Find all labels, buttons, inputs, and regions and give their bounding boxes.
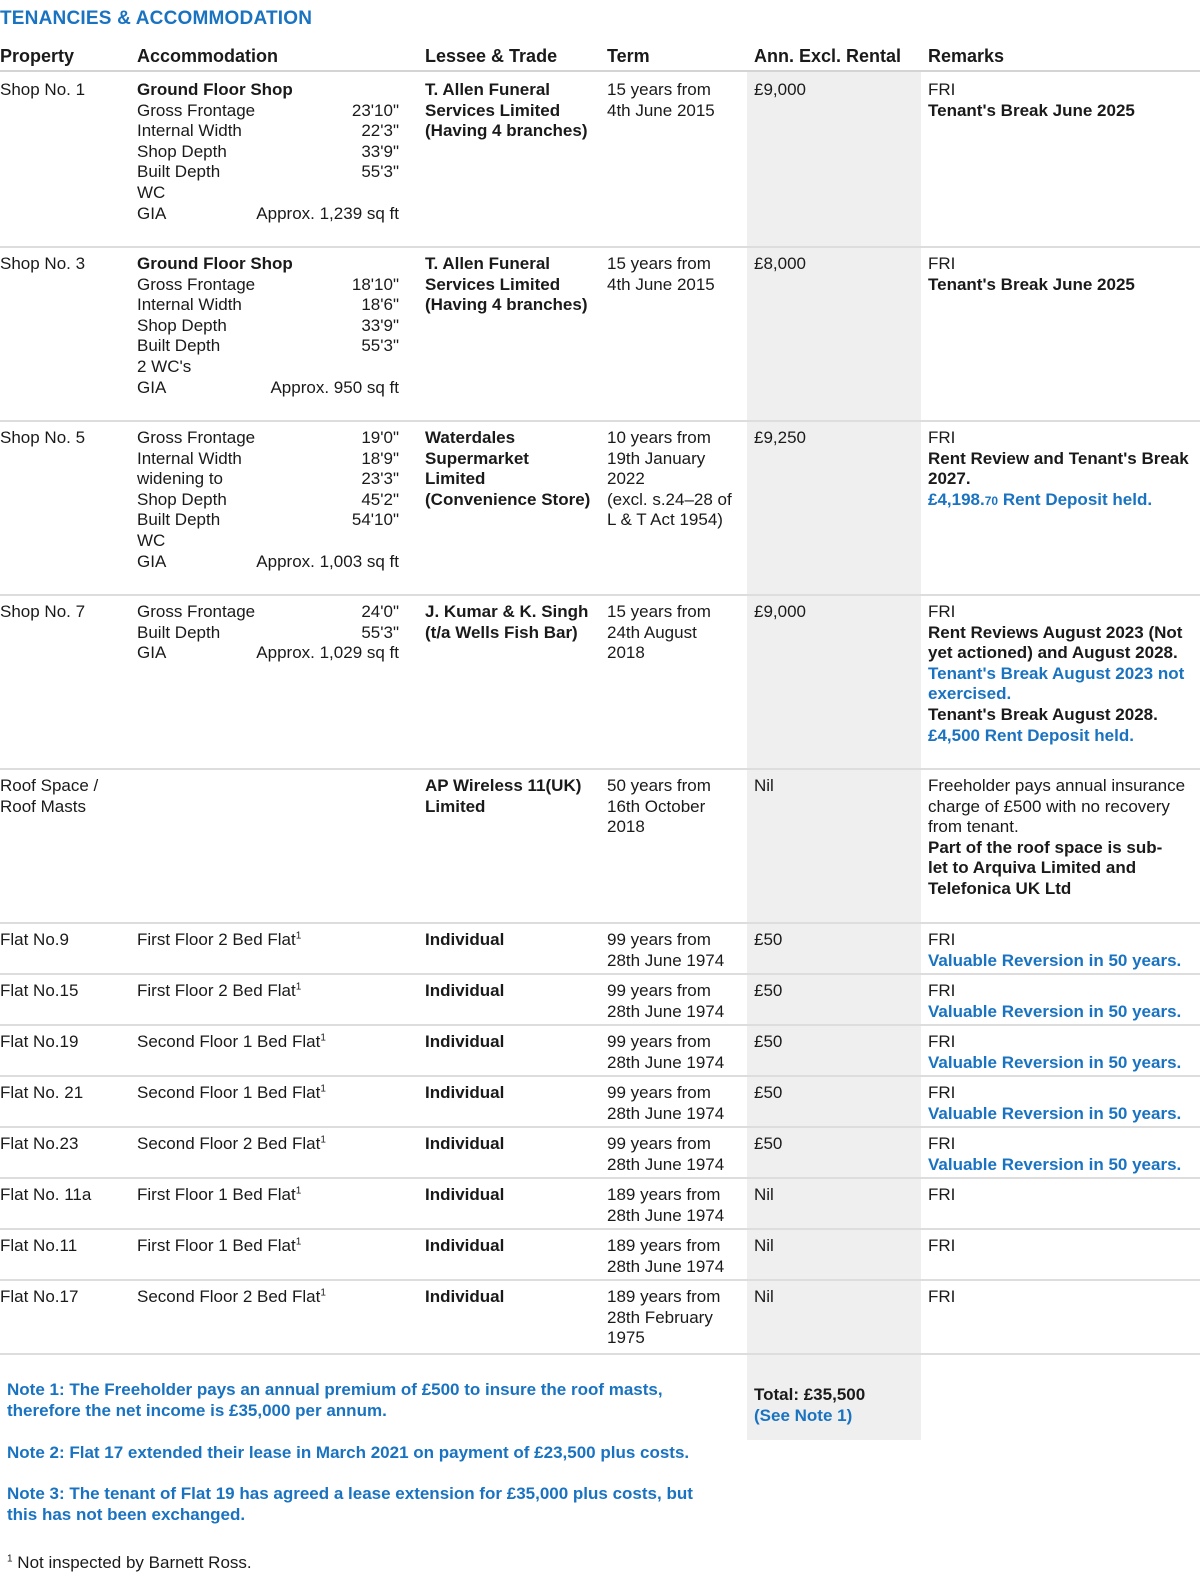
accommodation-cell: [137, 254, 399, 398]
term-cell: 99 years from 28th June 1974: [607, 981, 725, 1021]
property-cell: Flat No.19: [0, 1032, 79, 1051]
acc-line: GIA Approx. 1,003 sq ft: [137, 551, 399, 571]
rental-cell: £50: [754, 930, 783, 949]
header-accommodation: Accommodation: [137, 46, 279, 66]
table-row: [0, 768, 1200, 924]
lessee-cell: Individual: [425, 1236, 505, 1255]
remarks-cell: FRI: [928, 1287, 956, 1306]
lessee-cell: Individual: [425, 1287, 505, 1306]
acc-line: Shop Depth 45'2": [137, 489, 399, 509]
header-lessee: Lessee & Trade: [425, 46, 558, 66]
header-rental: Ann. Excl. Rental: [754, 46, 902, 66]
remarks-cell: FRI Valuable Reversion in 50 years.: [928, 1134, 1182, 1174]
footnote-ref: 1: [320, 1032, 326, 1044]
accommodation-cell: First Floor 1 Bed Flat$^1$: [137, 1236, 302, 1255]
rental-cell: £8,000: [754, 254, 806, 273]
table-row: [0, 1279, 1200, 1355]
note-2: Note 2: Flat 17 extended their lease in March 2021 on payment of £23,500 plus costs.: [7, 1443, 690, 1462]
note-3: Note 3: The tenant of Flat 19 has agreed a lease extension for £35,000 plus costs, but this has not been exchanged.: [7, 1484, 693, 1524]
table-header: [0, 40, 1200, 72]
footnote-mark: 1: [7, 1553, 13, 1565]
accommodation-cell: [137, 602, 399, 664]
footnote-ref: 1: [320, 1083, 326, 1095]
rental-cell: Nil: [754, 1236, 774, 1255]
remarks-cell: FRI Valuable Reversion in 50 years.: [928, 1032, 1182, 1072]
acc-line: Built Depth 55'3": [137, 336, 399, 356]
acc-line: Shop Depth 33'9": [137, 141, 399, 161]
accommodation-cell: First Floor 2 Bed Flat$^1$: [137, 981, 302, 1000]
term-cell: 99 years from 28th June 1974: [607, 1083, 725, 1123]
rental-cell: £9,000: [754, 602, 806, 621]
term-cell: 15 years from 24th August 2018: [607, 602, 711, 663]
remarks-cell: FRI Valuable Reversion in 50 years.: [928, 981, 1182, 1021]
table-row: [0, 420, 1200, 596]
table-row: [0, 246, 1200, 422]
acc-line: Gross Frontage 18'10": [137, 274, 399, 294]
table-row: [0, 973, 1200, 1026]
property-cell: Roof Space / Roof Masts: [0, 776, 99, 816]
remarks-cell: FRI Rent Review and Tenant's Break 2027. £4,198.70 Rent Deposit held.: [928, 428, 1193, 511]
acc-line: GIA Approx. 1,239 sq ft: [137, 203, 399, 223]
table-row: [0, 922, 1200, 975]
term-cell: 15 years from 4th June 2015: [607, 80, 715, 120]
accommodation-cell: Second Floor 2 Bed Flat$^1$: [137, 1134, 326, 1153]
remarks-cell: FRI Valuable Reversion in 50 years.: [928, 930, 1182, 970]
lessee-cell: Individual: [425, 1185, 505, 1204]
rental-cell: Nil: [754, 1185, 774, 1204]
term-cell: 189 years from 28th June 1974: [607, 1185, 725, 1225]
remarks-cell: FRI Rent Reviews August 2023 (Not yet actioned) and August 2028. Tenant's Break August 2023 not exercised. Tenant's Break August 2028. £4,500 Rent Deposit held.: [928, 602, 1185, 745]
rental-cell: Nil: [754, 776, 774, 795]
lessee-cell: T. Allen Funeral Services Limited (Having 4 branches): [425, 254, 588, 315]
lessee-cell: Individual: [425, 981, 505, 1000]
acc-line: Internal Width 18'9": [137, 448, 399, 468]
footnote-ref: 1: [295, 930, 302, 942]
footnote: [7, 1553, 252, 1573]
term-cell: 189 years from 28th June 1974: [607, 1236, 725, 1276]
header-remarks: Remarks: [928, 46, 1005, 66]
rental-cell: £50: [754, 981, 783, 1000]
acc-title: Ground Floor Shop: [137, 80, 293, 99]
footnote-ref: 1: [295, 1236, 302, 1248]
term-cell: 50 years from 16th October 2018: [607, 776, 711, 837]
remarks-cell: Freeholder pays annual insurance charge of £500 with no recovery from tenant. Part of the roof space is sub- let to Arquiva Limited and Telefonica UK Ltd: [928, 776, 1186, 898]
table-row: [0, 594, 1200, 770]
property-cell: Flat No.15: [0, 981, 79, 1000]
rental-total: Total: £35,500 (See Note 1): [754, 1385, 866, 1425]
accommodation-cell: First Floor 1 Bed Flat$^1$: [137, 1185, 302, 1204]
acc-line: Built Depth 55'3": [137, 622, 399, 642]
header-property: Property: [0, 46, 75, 66]
remarks-cell: FRI Tenant's Break June 2025: [928, 80, 1135, 120]
table-row: [0, 1075, 1200, 1128]
footnote-ref: 1: [295, 1185, 302, 1197]
acc-line: 2 WC's: [137, 356, 192, 376]
acc-line: widening to 23'3": [137, 469, 399, 489]
remarks-cell: FRI Tenant's Break June 2025: [928, 254, 1135, 294]
footnote-ref: 1: [320, 1134, 326, 1146]
table-row: [0, 1126, 1200, 1179]
lessee-cell: Individual: [425, 930, 505, 949]
term-cell: 99 years from 28th June 1974: [607, 1032, 725, 1072]
footnote-text: Not inspected by Barnett Ross.: [17, 1553, 252, 1572]
acc-line: WC: [137, 530, 166, 550]
acc-line: WC: [137, 182, 166, 202]
accommodation-cell: Second Floor 1 Bed Flat$^1$: [137, 1083, 326, 1102]
property-cell: Shop No. 5: [0, 428, 86, 447]
acc-line: Built Depth 54'10": [137, 510, 399, 530]
acc-line: Gross Frontage 24'0": [137, 602, 399, 621]
rental-cell: £50: [754, 1083, 783, 1102]
property-cell: Flat No.23: [0, 1134, 79, 1153]
remarks-cell: FRI Valuable Reversion in 50 years.: [928, 1083, 1182, 1123]
property-cell: Flat No. 11a: [0, 1185, 92, 1204]
table-row: [0, 72, 1200, 248]
property-cell: Shop No. 3: [0, 254, 86, 273]
property-cell: Shop No. 1: [0, 80, 86, 99]
acc-line: Built Depth 55'3": [137, 162, 399, 182]
header-term: Term: [607, 46, 650, 66]
term-cell: 15 years from 4th June 2015: [607, 254, 715, 294]
property-cell: Flat No.17: [0, 1287, 79, 1306]
note-1: Note 1: The Freeholder pays an annual premium of £500 to insure the roof masts, therefore the net income is £35,000 per annum.: [7, 1380, 663, 1420]
property-cell: Flat No.11: [0, 1236, 78, 1255]
accommodation-cell: [137, 80, 399, 224]
rental-cell: £9,250: [754, 428, 806, 447]
property-cell: Shop No. 7: [0, 602, 86, 621]
page-title: TENANCIES & ACCOMMODATION: [0, 8, 313, 29]
accommodation-cell: Second Floor 2 Bed Flat$^1$: [137, 1287, 326, 1306]
property-cell: Flat No. 21: [0, 1083, 84, 1102]
remarks-cell: FRI: [928, 1185, 956, 1204]
accommodation-cell: First Floor 2 Bed Flat$^1$: [137, 930, 302, 949]
rent-deposit: £4,198.70 Rent Deposit held.: [928, 489, 1153, 509]
acc-line: Internal Width 18'6": [137, 295, 399, 315]
acc-line: GIA Approx. 950 sq ft: [137, 377, 399, 397]
table-row: [0, 1177, 1200, 1230]
acc-line: Gross Frontage 19'0": [137, 428, 399, 447]
footnote-ref: 1: [295, 981, 302, 993]
accommodation-cell: [137, 428, 399, 572]
rental-cell: £9,000: [754, 80, 806, 99]
table-row: [0, 1024, 1200, 1077]
lessee-cell: Waterdales Supermarket Limited (Convenience Store): [425, 428, 591, 509]
rental-cell: £50: [754, 1134, 783, 1153]
footnote-ref: 1: [320, 1287, 326, 1299]
lessee-cell: AP Wireless 11(UK) Limited: [425, 776, 582, 816]
rental-cell: £50: [754, 1032, 783, 1051]
lessee-cell: Individual: [425, 1134, 505, 1153]
lessee-cell: J. Kumar & K. Singh (t/a Wells Fish Bar): [425, 602, 589, 642]
lessee-cell: Individual: [425, 1083, 505, 1102]
term-cell: 189 years from 28th February 1975: [607, 1287, 721, 1348]
acc-line: Shop Depth 33'9": [137, 315, 399, 335]
term-cell: 99 years from 28th June 1974: [607, 1134, 725, 1174]
table-row: [0, 1228, 1200, 1281]
acc-line: GIA Approx. 1,029 sq ft: [137, 643, 399, 663]
lessee-cell: Individual: [425, 1032, 505, 1051]
term-cell: 99 years from 28th June 1974: [607, 930, 725, 970]
acc-title: Ground Floor Shop: [137, 254, 293, 273]
remarks-cell: FRI: [928, 1236, 956, 1255]
acc-line: Gross Frontage 23'10": [137, 100, 399, 120]
lessee-cell: T. Allen Funeral Services Limited (Having 4 branches): [425, 80, 588, 141]
rental-cell: Nil: [754, 1287, 774, 1306]
acc-line: Internal Width 22'3": [137, 121, 399, 141]
term-cell: 10 years from 19th January 2022 (excl. s.24–28 of L & T Act 1954): [607, 428, 732, 530]
accommodation-cell: Second Floor 1 Bed Flat$^1$: [137, 1032, 326, 1051]
property-cell: Flat No.9: [0, 930, 69, 949]
